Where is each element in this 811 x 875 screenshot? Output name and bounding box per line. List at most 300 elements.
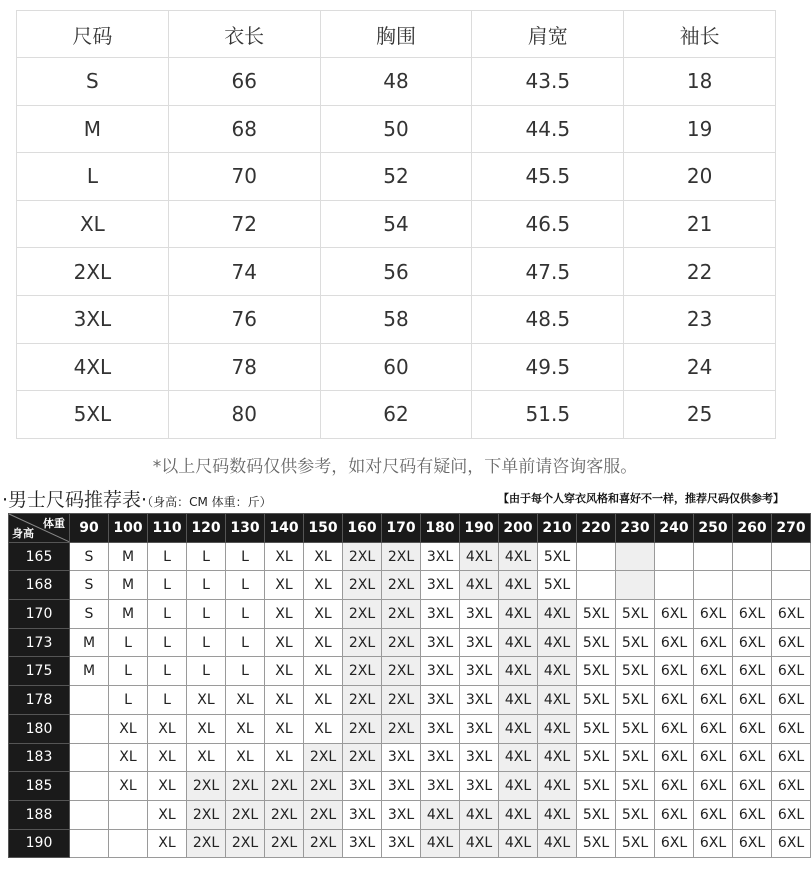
recommendation-title: ·男士尺码推荐表· <box>2 489 148 511</box>
size-chart-cell: 45.5 <box>472 153 624 201</box>
size-recommendation-cell: 2XL <box>382 571 421 600</box>
weight-header-cell: 90 <box>70 514 109 543</box>
height-header-cell: 173 <box>9 628 70 657</box>
size-recommendation-cell: 6XL <box>733 772 772 801</box>
size-chart-header-row <box>17 11 776 58</box>
size-chart-header-cell: 袖长 <box>624 11 776 58</box>
size-chart-cell: 66 <box>168 58 320 106</box>
size-recommendation-cell: 5XL <box>538 542 577 571</box>
weight-header-cell: 250 <box>694 514 733 543</box>
size-recommendation-cell: 2XL <box>343 686 382 715</box>
recommendation-row <box>9 743 811 772</box>
size-recommendation-cell: 4XL <box>460 800 499 829</box>
size-recommendation-cell: 6XL <box>772 628 811 657</box>
size-chart-table <box>16 10 776 439</box>
size-recommendation-cell: XL <box>265 714 304 743</box>
size-recommendation-cell: 3XL <box>460 686 499 715</box>
size-chart-row <box>17 295 776 343</box>
size-recommendation-cell: 2XL <box>265 772 304 801</box>
weight-header-cell: 200 <box>499 514 538 543</box>
size-recommendation-cell: L <box>148 600 187 629</box>
size-chart-cell: 44.5 <box>472 105 624 153</box>
size-recommendation-cell: S <box>70 542 109 571</box>
size-recommendation-cell: 4XL <box>538 743 577 772</box>
size-recommendation-cell: 2XL <box>226 800 265 829</box>
size-recommendation-cell: 2XL <box>265 800 304 829</box>
size-chart-cell: 49.5 <box>472 343 624 391</box>
recommendation-table <box>8 513 811 858</box>
height-header-cell: 168 <box>9 571 70 600</box>
height-header-cell: 170 <box>9 600 70 629</box>
recommendation-row <box>9 714 811 743</box>
size-chart-cell: 22 <box>624 248 776 296</box>
size-recommendation-cell: 4XL <box>499 800 538 829</box>
size-recommendation-cell: 3XL <box>460 628 499 657</box>
size-recommendation-cell: 4XL <box>499 772 538 801</box>
size-recommendation-cell: XL <box>265 600 304 629</box>
size-recommendation-cell: XL <box>187 743 226 772</box>
size-recommendation-cell: 5XL <box>616 743 655 772</box>
size-chart-cell: 5XL <box>17 391 169 439</box>
recommendation-row <box>9 628 811 657</box>
size-recommendation-cell: L <box>148 686 187 715</box>
size-recommendation-cell: 2XL <box>343 714 382 743</box>
size-recommendation-cell <box>616 542 655 571</box>
size-recommendation-cell <box>70 829 109 858</box>
weight-header-cell: 210 <box>538 514 577 543</box>
recommendation-row <box>9 571 811 600</box>
recommendation-title-block <box>2 485 272 512</box>
size-chart-cell: L <box>17 153 169 201</box>
size-recommendation-cell: 4XL <box>538 657 577 686</box>
size-recommendation-cell <box>577 571 616 600</box>
size-chart-cell: 70 <box>168 153 320 201</box>
size-chart-cell: 23 <box>624 295 776 343</box>
size-recommendation-cell: 6XL <box>694 714 733 743</box>
size-recommendation-cell: 4XL <box>538 829 577 858</box>
size-recommendation-cell: 2XL <box>187 772 226 801</box>
size-recommendation-cell: 5XL <box>616 600 655 629</box>
size-recommendation-cell: 4XL <box>538 800 577 829</box>
size-recommendation-cell: XL <box>304 714 343 743</box>
corner-weight-label: 体重 <box>43 517 65 530</box>
recommendation-row <box>9 772 811 801</box>
size-chart-header-cell: 尺码 <box>17 11 169 58</box>
size-recommendation-cell: 3XL <box>460 714 499 743</box>
size-chart-row <box>17 58 776 106</box>
height-header-cell: 180 <box>9 714 70 743</box>
size-recommendation-cell: 6XL <box>733 686 772 715</box>
size-recommendation-cell: XL <box>265 571 304 600</box>
size-recommendation-cell <box>694 571 733 600</box>
size-recommendation-cell: 6XL <box>694 657 733 686</box>
size-recommendation-cell: 6XL <box>694 743 733 772</box>
size-recommendation-cell: 6XL <box>772 714 811 743</box>
size-recommendation-cell: XL <box>148 743 187 772</box>
size-chart-cell: 25 <box>624 391 776 439</box>
size-chart-cell: 2XL <box>17 248 169 296</box>
size-recommendation-cell: XL <box>304 686 343 715</box>
weight-header-cell: 160 <box>343 514 382 543</box>
size-chart-cell: 47.5 <box>472 248 624 296</box>
size-recommendation-cell: 3XL <box>421 600 460 629</box>
size-recommendation-cell: XL <box>304 571 343 600</box>
size-recommendation-cell: 3XL <box>343 772 382 801</box>
size-recommendation-cell: L <box>226 657 265 686</box>
size-recommendation-cell: 4XL <box>499 743 538 772</box>
size-note: *以上尺码数码仅供参考，如对尺码有疑问，下单前请咨询客服。 <box>152 457 638 477</box>
size-recommendation-cell: L <box>187 628 226 657</box>
size-chart-cell: 3XL <box>17 295 169 343</box>
size-recommendation-cell: 3XL <box>460 657 499 686</box>
size-recommendation-cell: L <box>226 542 265 571</box>
recommendation-row <box>9 657 811 686</box>
size-recommendation-cell: 6XL <box>655 686 694 715</box>
size-recommendation-cell: 6XL <box>655 628 694 657</box>
size-chart-cell: 18 <box>624 58 776 106</box>
size-chart-cell: 56 <box>320 248 472 296</box>
size-recommendation-cell: XL <box>148 714 187 743</box>
size-recommendation-cell: 5XL <box>616 829 655 858</box>
size-recommendation-cell: 6XL <box>694 600 733 629</box>
size-recommendation-cell: XL <box>265 628 304 657</box>
size-recommendation-cell: 4XL <box>460 571 499 600</box>
size-recommendation-cell: XL <box>109 772 148 801</box>
size-recommendation-cell: 3XL <box>382 743 421 772</box>
size-recommendation-cell: 2XL <box>343 600 382 629</box>
size-recommendation-cell: 6XL <box>772 743 811 772</box>
size-chart-cell: 68 <box>168 105 320 153</box>
size-recommendation-cell: S <box>70 600 109 629</box>
size-recommendation-cell: 6XL <box>655 714 694 743</box>
size-recommendation-cell: XL <box>187 714 226 743</box>
weight-header-cell: 270 <box>772 514 811 543</box>
size-recommendation-cell: 5XL <box>616 657 655 686</box>
size-recommendation-cell: 6XL <box>733 600 772 629</box>
size-chart-cell: 48 <box>320 58 472 106</box>
size-chart-cell: 60 <box>320 343 472 391</box>
size-recommendation-cell: 3XL <box>460 600 499 629</box>
size-chart-cell: 20 <box>624 153 776 201</box>
size-recommendation-cell: 6XL <box>694 772 733 801</box>
size-recommendation-cell: 6XL <box>733 829 772 858</box>
height-header-cell: 188 <box>9 800 70 829</box>
size-recommendation-cell: 3XL <box>343 829 382 858</box>
size-recommendation-cell: XL <box>304 628 343 657</box>
size-recommendation-cell: 2XL <box>343 628 382 657</box>
size-chart-cell: 19 <box>624 105 776 153</box>
size-recommendation-cell: 4XL <box>499 571 538 600</box>
weight-header-cell: 140 <box>265 514 304 543</box>
size-recommendation-cell: 5XL <box>577 829 616 858</box>
height-header-cell: 183 <box>9 743 70 772</box>
size-recommendation-cell: 3XL <box>382 829 421 858</box>
size-chart-row <box>17 248 776 296</box>
size-chart-cell: 62 <box>320 391 472 439</box>
size-recommendation-cell: L <box>187 571 226 600</box>
size-recommendation-cell: 4XL <box>499 600 538 629</box>
size-recommendation-cell: M <box>109 600 148 629</box>
size-recommendation-cell: 3XL <box>421 743 460 772</box>
weight-header-cell: 220 <box>577 514 616 543</box>
size-recommendation-cell: 5XL <box>616 800 655 829</box>
size-recommendation-cell: 6XL <box>655 600 694 629</box>
size-recommendation-cell: XL <box>109 714 148 743</box>
size-chart-cell: 24 <box>624 343 776 391</box>
size-recommendation-cell: 4XL <box>499 686 538 715</box>
size-chart-cell: 58 <box>320 295 472 343</box>
size-recommendation-cell: 6XL <box>733 657 772 686</box>
height-header-cell: 178 <box>9 686 70 715</box>
size-recommendation-cell: 6XL <box>694 800 733 829</box>
size-recommendation-cell: XL <box>226 686 265 715</box>
weight-header-cell: 240 <box>655 514 694 543</box>
height-header-cell: 185 <box>9 772 70 801</box>
size-recommendation-cell: 5XL <box>616 772 655 801</box>
size-recommendation-cell: 4XL <box>499 628 538 657</box>
size-recommendation-cell: 2XL <box>226 772 265 801</box>
size-recommendation-cell: 2XL <box>343 542 382 571</box>
size-recommendation-cell: 4XL <box>499 542 538 571</box>
size-recommendation-cell: L <box>148 628 187 657</box>
size-chart-row <box>17 153 776 201</box>
size-recommendation-cell: XL <box>148 829 187 858</box>
size-chart-row <box>17 391 776 439</box>
size-recommendation-cell: 3XL <box>460 772 499 801</box>
size-recommendation-cell: 3XL <box>421 657 460 686</box>
size-recommendation-cell <box>70 686 109 715</box>
size-recommendation-cell: 2XL <box>382 686 421 715</box>
size-recommendation-cell: 2XL <box>382 542 421 571</box>
size-recommendation-cell: 6XL <box>655 800 694 829</box>
height-header-cell: 190 <box>9 829 70 858</box>
size-recommendation-cell: 6XL <box>733 628 772 657</box>
weight-header-cell: 100 <box>109 514 148 543</box>
size-recommendation-cell <box>616 571 655 600</box>
recommendation-units: （身高：CM 体重：斤） <box>147 495 272 509</box>
size-recommendation-cell: L <box>109 657 148 686</box>
size-recommendation-cell: 2XL <box>304 800 343 829</box>
size-recommendation-cell: L <box>226 628 265 657</box>
size-recommendation-cell: 4XL <box>421 800 460 829</box>
size-recommendation-cell: 4XL <box>499 714 538 743</box>
size-recommendation-cell: XL <box>187 686 226 715</box>
size-recommendation-cell: M <box>109 571 148 600</box>
size-recommendation-cell <box>109 829 148 858</box>
size-recommendation-cell: 3XL <box>421 686 460 715</box>
weight-header-row <box>9 514 811 543</box>
size-chart-cell: 78 <box>168 343 320 391</box>
size-recommendation-cell: 5XL <box>577 600 616 629</box>
size-recommendation-cell: 3XL <box>382 800 421 829</box>
size-recommendation-cell: 3XL <box>382 772 421 801</box>
size-recommendation-cell: L <box>148 571 187 600</box>
size-recommendation-cell: 3XL <box>421 714 460 743</box>
weight-header-cell: 120 <box>187 514 226 543</box>
size-chart-header-cell: 衣长 <box>168 11 320 58</box>
size-recommendation-cell: 3XL <box>421 772 460 801</box>
size-recommendation-cell: XL <box>148 772 187 801</box>
size-recommendation-cell: 2XL <box>343 743 382 772</box>
size-recommendation-cell: 6XL <box>772 829 811 858</box>
size-recommendation-cell: L <box>148 542 187 571</box>
size-recommendation-cell: 4XL <box>421 829 460 858</box>
size-recommendation-cell: L <box>109 628 148 657</box>
size-chart-cell: 52 <box>320 153 472 201</box>
size-recommendation-cell: 6XL <box>733 800 772 829</box>
weight-header-cell: 130 <box>226 514 265 543</box>
size-chart-cell: 48.5 <box>472 295 624 343</box>
size-recommendation-cell: 3XL <box>460 743 499 772</box>
size-recommendation-cell: 6XL <box>772 800 811 829</box>
size-recommendation-cell: 2XL <box>187 829 226 858</box>
size-recommendation-cell: 6XL <box>772 686 811 715</box>
size-chart-cell: XL <box>17 200 169 248</box>
size-chart-cell: 21 <box>624 200 776 248</box>
size-recommendation-cell: 5XL <box>577 657 616 686</box>
recommendation-row <box>9 600 811 629</box>
size-chart-cell: 51.5 <box>472 391 624 439</box>
size-chart-header-cell: 胸围 <box>320 11 472 58</box>
size-chart-cell: 46.5 <box>472 200 624 248</box>
size-recommendation-cell: XL <box>148 800 187 829</box>
recommendation-row <box>9 800 811 829</box>
size-recommendation-cell: L <box>187 542 226 571</box>
size-recommendation-cell: L <box>226 600 265 629</box>
size-chart-cell: 4XL <box>17 343 169 391</box>
size-recommendation-cell: 6XL <box>655 743 694 772</box>
size-recommendation-cell <box>694 542 733 571</box>
size-recommendation-cell: M <box>70 657 109 686</box>
size-recommendation-cell: 3XL <box>421 628 460 657</box>
size-chart-row <box>17 200 776 248</box>
size-recommendation-cell: 2XL <box>304 829 343 858</box>
size-recommendation-cell: 2XL <box>382 600 421 629</box>
size-recommendation-cell: 4XL <box>538 772 577 801</box>
size-recommendation-cell: XL <box>265 657 304 686</box>
size-recommendation-cell: L <box>226 571 265 600</box>
size-recommendation-cell: 6XL <box>655 772 694 801</box>
size-recommendation-cell: 4XL <box>538 686 577 715</box>
size-recommendation-cell: 4XL <box>499 829 538 858</box>
weight-header-cell: 230 <box>616 514 655 543</box>
size-recommendation-cell: 4XL <box>538 628 577 657</box>
size-recommendation-cell: 2XL <box>382 657 421 686</box>
size-recommendation-cell: L <box>187 600 226 629</box>
size-recommendation-cell: 6XL <box>694 628 733 657</box>
size-recommendation-cell: 2XL <box>226 829 265 858</box>
weight-header-cell: 190 <box>460 514 499 543</box>
size-recommendation-cell: XL <box>265 542 304 571</box>
size-recommendation-cell: L <box>187 657 226 686</box>
recommendation-remark: 【由于每个人穿衣风格和喜好不一样，推荐尺码仅供参考】 <box>498 492 784 505</box>
size-chart-cell: 54 <box>320 200 472 248</box>
weight-header-cell: 110 <box>148 514 187 543</box>
size-recommendation-cell: 4XL <box>499 657 538 686</box>
size-chart-cell: 50 <box>320 105 472 153</box>
size-recommendation-cell: XL <box>265 743 304 772</box>
size-recommendation-cell <box>109 800 148 829</box>
weight-header-cell: 150 <box>304 514 343 543</box>
size-recommendation-cell: 4XL <box>460 829 499 858</box>
size-recommendation-cell: L <box>148 657 187 686</box>
size-recommendation-cell: XL <box>226 714 265 743</box>
size-recommendation-cell: L <box>109 686 148 715</box>
size-recommendation-cell: S <box>70 571 109 600</box>
size-recommendation-cell: 3XL <box>343 800 382 829</box>
weight-header-cell: 180 <box>421 514 460 543</box>
size-recommendation-cell: 6XL <box>694 829 733 858</box>
size-recommendation-cell: 4XL <box>538 714 577 743</box>
size-recommendation-cell <box>655 542 694 571</box>
size-recommendation-cell <box>70 714 109 743</box>
weight-header-cell: 170 <box>382 514 421 543</box>
size-recommendation-cell: 6XL <box>772 657 811 686</box>
size-recommendation-cell: 5XL <box>616 628 655 657</box>
size-recommendation-cell <box>70 743 109 772</box>
corner-height-label: 身高 <box>12 526 34 540</box>
size-chart-header-cell: 肩宽 <box>472 11 624 58</box>
size-recommendation-cell: 2XL <box>382 628 421 657</box>
size-recommendation-cell <box>772 571 811 600</box>
size-recommendation-cell: 5XL <box>577 686 616 715</box>
size-recommendation-cell: 2XL <box>382 714 421 743</box>
size-recommendation-cell: 2XL <box>304 772 343 801</box>
size-recommendation-cell <box>655 571 694 600</box>
recommendation-row <box>9 829 811 858</box>
size-chart-cell: S <box>17 58 169 106</box>
size-recommendation-cell: XL <box>304 657 343 686</box>
height-header-cell: 165 <box>9 542 70 571</box>
size-chart-cell: 76 <box>168 295 320 343</box>
recommendation-row <box>9 542 811 571</box>
size-recommendation-cell: 3XL <box>421 542 460 571</box>
size-recommendation-cell: 5XL <box>616 686 655 715</box>
size-chart-cell: 72 <box>168 200 320 248</box>
size-recommendation-cell: 4XL <box>460 542 499 571</box>
size-recommendation-cell: 2XL <box>265 829 304 858</box>
size-recommendation-cell: 2XL <box>343 571 382 600</box>
size-recommendation-cell: 5XL <box>577 772 616 801</box>
size-chart-cell: 80 <box>168 391 320 439</box>
size-recommendation-cell: M <box>70 628 109 657</box>
size-recommendation-cell: 6XL <box>772 600 811 629</box>
size-recommendation-cell <box>577 542 616 571</box>
size-recommendation-cell <box>733 571 772 600</box>
height-header-cell: 175 <box>9 657 70 686</box>
size-recommendation-cell: XL <box>226 743 265 772</box>
size-recommendation-cell <box>733 542 772 571</box>
size-recommendation-cell: 2XL <box>304 743 343 772</box>
size-recommendation-cell: 6XL <box>655 657 694 686</box>
size-recommendation-cell: XL <box>109 743 148 772</box>
size-recommendation-cell: XL <box>304 542 343 571</box>
size-recommendation-cell: 3XL <box>421 571 460 600</box>
corner-header-cell <box>9 514 70 543</box>
size-recommendation-cell: 6XL <box>733 714 772 743</box>
size-chart-row <box>17 105 776 153</box>
size-recommendation-cell: 6XL <box>772 772 811 801</box>
size-recommendation-cell: 5XL <box>577 743 616 772</box>
size-recommendation-cell: 5XL <box>616 714 655 743</box>
size-recommendation-cell <box>772 542 811 571</box>
size-chart-row <box>17 343 776 391</box>
size-recommendation-cell: 5XL <box>577 714 616 743</box>
size-recommendation-cell: 6XL <box>694 686 733 715</box>
size-recommendation-cell: 2XL <box>187 800 226 829</box>
size-recommendation-cell: 4XL <box>538 600 577 629</box>
size-chart-cell: 74 <box>168 248 320 296</box>
